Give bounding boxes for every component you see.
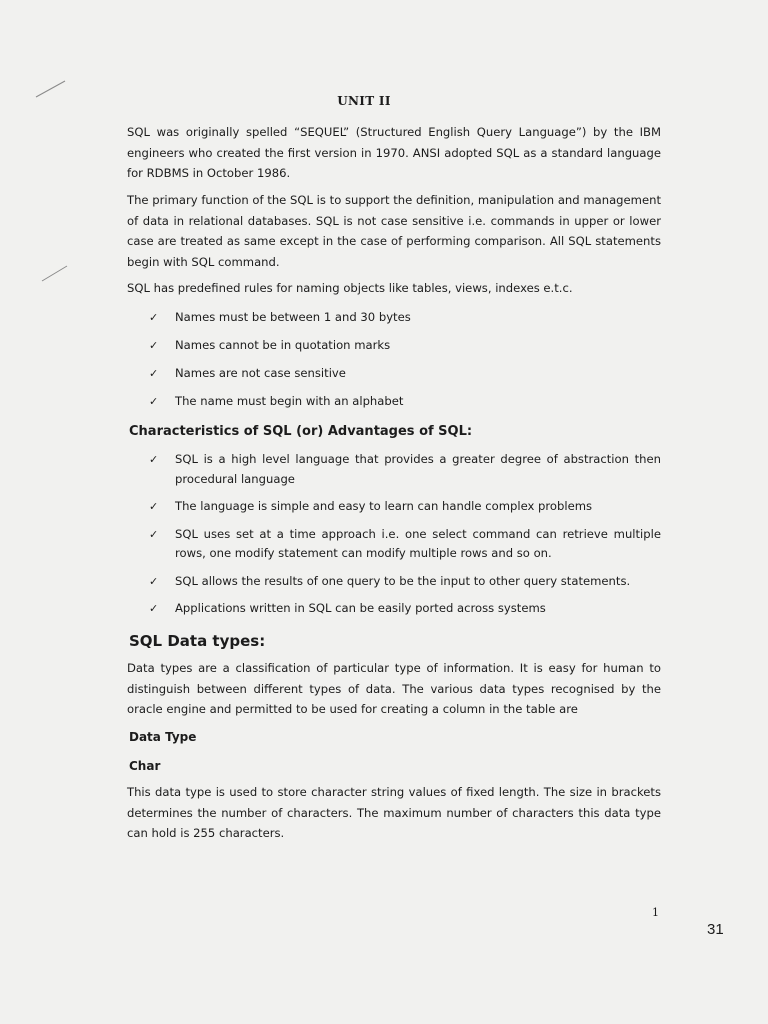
check-icon: ✓ xyxy=(149,574,159,588)
unit-title: UNIT II xyxy=(337,94,391,108)
list-item-text: Applications written in SQL can be easily ported across systems xyxy=(175,601,546,615)
check-icon: ✓ xyxy=(149,339,159,353)
intro-paragraph: SQL was originally spelled “SEQUEL” (Structured English Query Language”) by the IBM engineers who created the first version in 1970. ANSI adopted SQL as a standard language for RDBMS in October 1986. xyxy=(127,125,661,180)
small-page-number: 1 xyxy=(652,906,659,919)
pencil-stroke-middle xyxy=(40,262,70,284)
characteristics-list xyxy=(147,450,661,627)
list-item xyxy=(147,308,661,328)
list-item-text: The name must begin with an alphabet xyxy=(175,394,404,409)
naming-rules-list xyxy=(147,308,661,420)
list-item xyxy=(147,364,661,384)
list-item xyxy=(147,336,661,356)
naming-rules-intro: SQL has predefined rules for naming objects like tables, views, indexes e.t.c. xyxy=(127,281,573,295)
list-item-text: Names must be between 1 and 30 bytes xyxy=(175,310,411,324)
list-item xyxy=(147,392,661,412)
list-item xyxy=(147,525,661,564)
datatypes-heading: SQL Data types: xyxy=(129,632,266,650)
check-icon: ✓ xyxy=(149,367,159,381)
char-paragraph: This data type is used to store character string values of fixed length. The size in brackets determines the number of characters. The maximum number of characters this data type can hold is 255 characters. xyxy=(127,785,661,840)
list-item-text: SQL is a high level language that provides a greater degree of abstraction then procedural language xyxy=(175,452,661,486)
datatypes-paragraph: Data types are a classification of particular type of information. It is easy for human to distinguish between different types of data. The various data types recognised by the oracle engine and permitted to be used for creating a column in the table are xyxy=(127,661,661,716)
data-type-label: Data Type xyxy=(129,730,197,744)
check-icon: ✓ xyxy=(149,527,159,541)
characteristics-heading: Characteristics of SQL (or) Advantages of SQL: xyxy=(129,424,473,439)
list-item xyxy=(147,450,661,489)
list-item xyxy=(147,497,661,517)
list-item-text: Names cannot be in quotation marks xyxy=(175,338,391,353)
function-paragraph: The primary function of the SQL is to support the definition, manipulation and management of data in relational databases. SQL is not case sensitive i.e. commands in upper or lower case are treated as same except in the case of performing comparison. All SQL statements begin with SQL command. xyxy=(127,193,661,269)
list-item-text: Names are not case sensitive xyxy=(175,366,346,381)
char-label: Char xyxy=(129,759,161,773)
check-icon: ✓ xyxy=(149,311,159,324)
check-icon: ✓ xyxy=(149,453,159,466)
list-item-text: SQL allows the results of one query to be the input to other query statements. xyxy=(175,573,631,588)
check-icon: ✓ xyxy=(149,602,159,615)
page-number: 31 xyxy=(707,921,724,938)
list-item xyxy=(147,599,661,619)
list-item-text: SQL uses set at a time approach i.e. one select command can retrieve multiple rows, one modify statement can modify multiple rows and so on. xyxy=(175,526,661,560)
list-item xyxy=(147,572,661,592)
check-icon: ✓ xyxy=(149,395,159,409)
list-item-text: The language is simple and easy to learn can handle complex problems xyxy=(175,499,593,513)
check-icon: ✓ xyxy=(149,500,159,513)
